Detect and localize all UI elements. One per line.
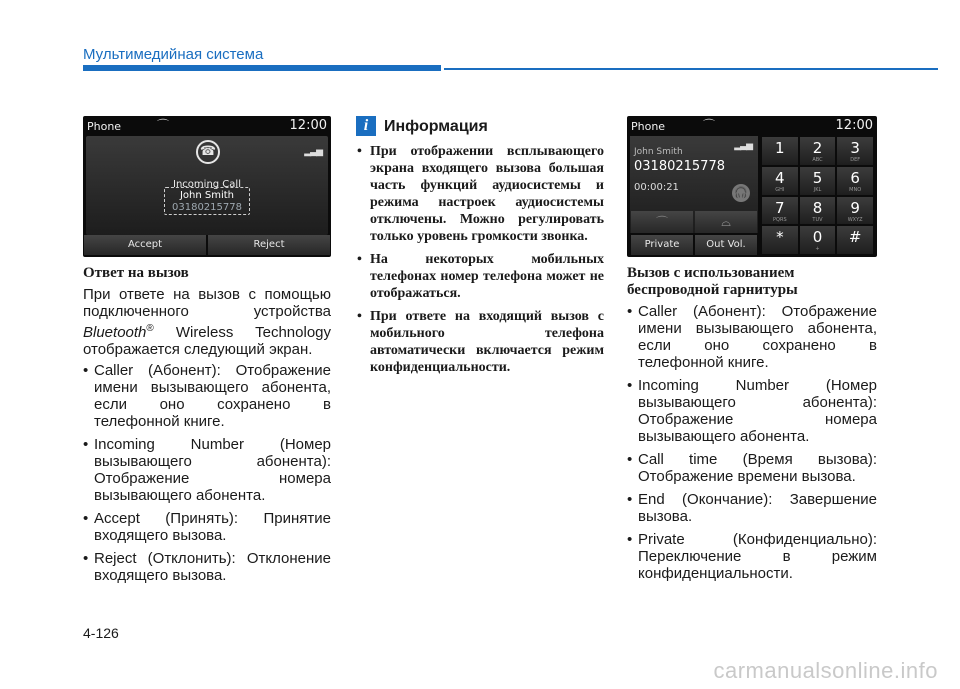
column-middle — [356, 116, 604, 382]
caller-name: John Smith — [179, 190, 235, 201]
keypad — [761, 136, 874, 255]
call-controls — [630, 211, 758, 233]
keypad-key[interactable] — [837, 226, 873, 254]
keypad-letters: GHI — [775, 186, 785, 193]
list-item: • Reject (Отклонить): Отклонение входящего вызова. — [83, 550, 331, 584]
keypad-letters: JKL — [813, 186, 822, 193]
answer-heading: Ответ на вызов — [83, 265, 189, 281]
call-timer: 00:00:21 — [634, 182, 679, 193]
screen-phone-label: Phone — [631, 120, 666, 133]
list-item: • Caller (Абонент): Отображение имени вызывающего абонента, если оно сохранено в телефонной книге. — [83, 362, 331, 430]
screen-clock: 12:00 — [289, 118, 327, 133]
headset-heading-2: беспроводной гарнитуры — [627, 282, 798, 298]
answer-intro — [83, 286, 331, 358]
page-number: 4-126 — [83, 625, 119, 641]
keypad-digit: 6 — [850, 168, 860, 187]
keypad-letters: + — [815, 246, 820, 253]
list-item: • Incoming Number (Номер вызывающего абонента): Отображение номера вызывающего абонента. — [627, 377, 877, 445]
screen-button-bar — [83, 235, 331, 257]
incoming-call-screen — [83, 116, 331, 257]
keypad-digit: 4 — [775, 168, 785, 187]
watermark: carmanualsonline.info — [713, 658, 938, 683]
keypad-key[interactable] — [837, 167, 873, 195]
keypad-digit: 2 — [812, 139, 823, 157]
list-item: • Incoming Number (Номер вызывающего абонента): Отображение номера вызывающего абонента. — [83, 436, 331, 504]
keypad-key[interactable] — [837, 197, 873, 225]
screen-body — [86, 136, 328, 235]
caller-info-box — [164, 187, 250, 215]
keypad-key[interactable] — [762, 137, 798, 165]
headset-heading — [627, 265, 877, 299]
call-info-panel — [630, 136, 758, 233]
screen-button-bar — [630, 235, 758, 255]
keypad-digit: 5 — [812, 168, 823, 187]
header-rule-thin — [444, 68, 938, 70]
screen-phone-label: Phone — [87, 120, 122, 133]
keypad-digit: 0 — [812, 228, 823, 247]
keypad-digit: * — [776, 228, 784, 247]
info-header — [356, 116, 604, 136]
phone-handset-icon: ⌒ — [703, 118, 716, 132]
keypad-letters: WXYZ — [847, 216, 863, 223]
list-item: • Private (Конфиденциально): Переключение в режим конфиденциальности. — [627, 531, 877, 582]
incoming-call-label: Incoming Call — [173, 179, 241, 190]
info-list — [356, 143, 604, 376]
caller-number: 03180215778 — [634, 159, 725, 174]
keypad-key[interactable] — [837, 137, 873, 165]
list-item: • На некоторых мобильных телефонах номер телефона может не отображаться. — [356, 251, 604, 302]
signal-icon: ▂▃▅ — [304, 147, 322, 157]
caller-number: 03180215778 — [172, 202, 242, 213]
keypad-digit: 7 — [775, 198, 785, 217]
out-vol-button[interactable]: Out Vol. — [695, 235, 757, 255]
answer-intro-2: Wireless Technology отображается следующий экран. — [83, 324, 331, 358]
reject-button[interactable]: Reject — [208, 235, 330, 255]
info-icon: i — [356, 116, 376, 136]
accept-button[interactable]: Accept — [84, 235, 206, 255]
screen-clock: 12:00 — [835, 118, 873, 133]
headset-heading-1: Вызов с использованием — [627, 265, 795, 281]
bluetooth-brand: Bluetooth — [83, 324, 147, 341]
bluetooth-phone-icon: ☎ — [196, 140, 220, 164]
keypad-digit: 1 — [775, 139, 785, 157]
screen-status-bar — [627, 116, 877, 134]
list-item: • Accept (Принять): Принятие входящего вызова. — [83, 510, 331, 544]
list-item: • При отображении всплывающего экрана входящего вызова большая часть функций аудиосистемы и режима настроек аудиосистемы отключены. Можно регулировать только уровень громкости звонка. — [356, 143, 604, 245]
keypad-key[interactable] — [762, 226, 798, 254]
column-left — [83, 116, 331, 590]
keypad-letters: ABC — [812, 157, 823, 163]
end-call-button[interactable]: ⌓ — [695, 211, 757, 233]
keypad-letters: DEF — [850, 157, 861, 163]
header-rule-thick — [83, 65, 441, 71]
keypad-key[interactable] — [800, 167, 836, 195]
answer-intro-1: При ответе на вызов с помощью подключенного устройства — [83, 286, 331, 320]
keypad-key[interactable] — [762, 167, 798, 195]
answer-call-button[interactable]: ⌒ — [631, 211, 693, 233]
keypad-digit: # — [848, 228, 862, 247]
keypad-key[interactable] — [800, 226, 836, 254]
keypad-key[interactable] — [800, 197, 836, 225]
registered-mark: ® — [146, 323, 154, 334]
keypad-key[interactable] — [762, 197, 798, 225]
section-title: Мультимедийная система — [83, 46, 264, 63]
signal-icon: ▂▃▅ — [734, 141, 752, 151]
keypad-digit: 3 — [850, 139, 860, 157]
headset-list — [627, 303, 877, 582]
active-call-screen — [627, 116, 877, 257]
screen-status-bar — [83, 116, 331, 134]
phone-handset-icon: ⌒ — [157, 118, 170, 132]
list-item: • End (Окончание): Завершение вызова. — [627, 491, 877, 525]
keypad-letters: MNO — [849, 186, 862, 193]
column-right — [627, 116, 877, 588]
keypad-letters: TUV — [812, 216, 823, 223]
info-title: Информация — [384, 117, 488, 135]
answer-list — [83, 362, 331, 584]
list-item: • При ответе на входящий вызов с мобильного телефона автоматически включается режим конфиденциальности. — [356, 308, 604, 376]
keypad-digit: 9 — [850, 198, 860, 217]
caller-name: John Smith — [634, 147, 683, 157]
list-item: • Call time (Время вызова): Отображение времени вызова. — [627, 451, 877, 485]
keypad-letters: PQRS — [773, 216, 787, 223]
private-button[interactable]: Private — [631, 235, 693, 255]
keypad-digit: 8 — [812, 198, 823, 217]
list-item: • Caller (Абонент): Отображение имени вызывающего абонента, если оно сохранено в телефонной книге. — [627, 303, 877, 371]
keypad-key[interactable] — [800, 137, 836, 165]
headset-icon: 🎧 — [732, 184, 750, 202]
